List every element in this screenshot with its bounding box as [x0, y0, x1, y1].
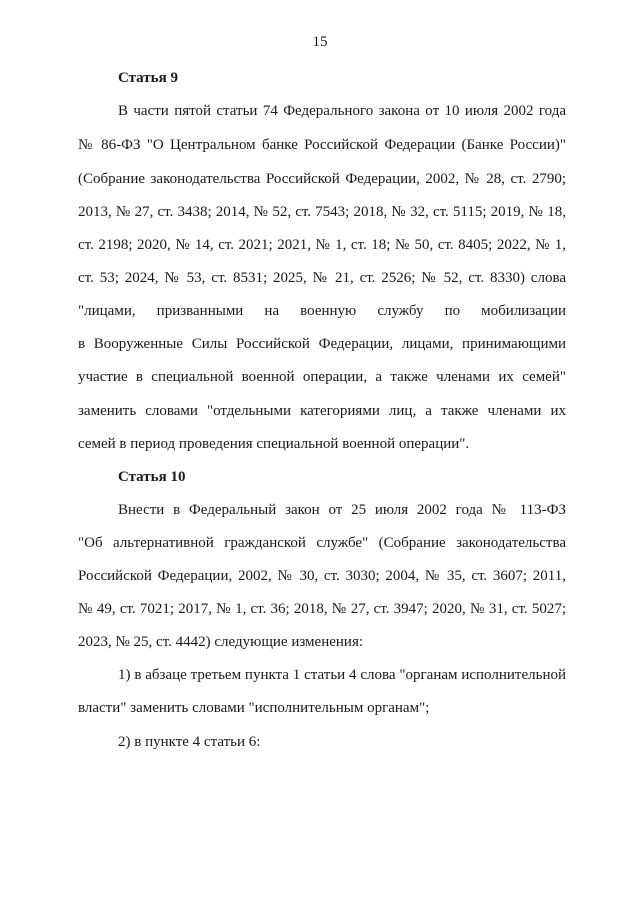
article-10-line: Российской Федерации, 2002, № 30, ст. 3030; 2004, № 35, ст. 3607; 2011, [78, 568, 566, 584]
article-10-line: 2) в пункте 4 статьи 6: [118, 734, 261, 750]
article-9-line: В части пятой статьи 74 Федерального закона от 10 июля 2002 года [118, 103, 566, 119]
article-9-line: заменить словами "отдельными категориями лиц, а также членами их [78, 403, 566, 419]
article-9-line: № 86-ФЗ "О Центральном банке Российской Федерации (Банке России)" [78, 137, 566, 153]
article-9-line: участие в специальной военной операции, а также членами их семей" [78, 369, 566, 385]
article-9-line: семей в период проведения специальной военной операции". [78, 436, 470, 452]
article-10-line: 1) в абзаце третьем пункта 1 статьи 4 слова "органам исполнительной [118, 667, 566, 683]
article-10-line: "Об альтернативной гражданской службе" (Собрание законодательства [78, 535, 566, 551]
article-9-line: (Собрание законодательства Российской Федерации, 2002, № 28, ст. 2790; [78, 171, 566, 187]
article-10-line: № 49, ст. 7021; 2017, № 1, ст. 36; 2018, № 27, ст. 3947; 2020, № 31, ст. 5027; [78, 601, 566, 617]
article-9-line: в Вооруженные Силы Российской Федерации, лицами, принимающими [78, 336, 566, 352]
article-10-line: 2023, № 25, ст. 4442) следующие изменения: [78, 634, 364, 650]
article-10-line: власти" заменить словами "исполнительным органам"; [78, 700, 430, 716]
article-10-line: Внести в Федеральный закон от 25 июля 2002 года № 113-ФЗ [118, 502, 566, 518]
article-9-line: ст. 2198; 2020, № 14, ст. 2021; 2021, № 1, ст. 18; № 50, ст. 8405; 2022, № 1, [78, 237, 566, 253]
article-9-line: 2013, № 27, ст. 3438; 2014, № 52, ст. 7543; 2018, № 32, ст. 5115; 2019, № 18, [78, 204, 566, 220]
article-9-line: "лицами, призванными на военную службу по мобилизации [78, 303, 566, 319]
page-number: 15 [312, 34, 328, 50]
article-9-line: ст. 53; 2024, № 53, ст. 8531; 2025, № 21, ст. 2526; № 52, ст. 8330) слова [78, 270, 566, 286]
article-10-heading: Статья 10 [118, 469, 186, 485]
article-9-heading: Статья 9 [118, 70, 178, 86]
